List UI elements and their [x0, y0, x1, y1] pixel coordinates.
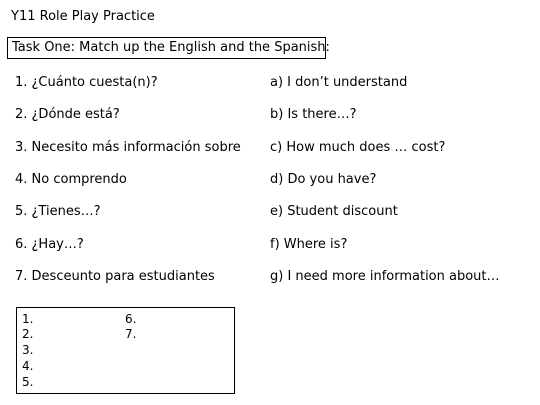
task-instruction: Task One: Match up the English and the Spanish: — [12, 40, 330, 55]
answer-number-5: 5. — [22, 375, 34, 389]
answer-number-7: 7. — [125, 327, 137, 341]
spanish-item-2: 2. ¿Dónde está? — [15, 107, 120, 122]
spanish-item-5: 5. ¿Tienes…? — [15, 204, 101, 219]
page-title: Y11 Role Play Practice — [11, 9, 155, 24]
answer-number-1: 1. — [22, 312, 34, 326]
answer-number-4: 4. — [22, 359, 34, 373]
answer-box[interactable] — [16, 307, 235, 394]
english-item-b: b) Is there…? — [270, 107, 357, 122]
task-instruction-box — [7, 37, 330, 59]
answer-number-2: 2. — [22, 327, 34, 341]
english-item-c: c) How much does … cost? — [270, 140, 446, 155]
english-item-g: g) I need more information about… — [270, 269, 500, 284]
english-item-f: f) Where is? — [270, 237, 348, 252]
spanish-item-1: 1. ¿Cuánto cuesta(n)? — [15, 75, 158, 90]
english-item-d: d) Do you have? — [270, 172, 377, 187]
spanish-item-6: 6. ¿Hay…? — [15, 237, 84, 252]
english-item-a: a) I don’t understand — [270, 75, 408, 90]
answer-number-6: 6. — [125, 312, 137, 326]
answer-number-3: 3. — [22, 343, 34, 357]
spanish-item-4: 4. No comprendo — [15, 172, 127, 187]
spanish-item-3: 3. Necesito más información sobre — [15, 140, 241, 155]
spanish-item-7: 7. Desceunto para estudiantes — [15, 269, 215, 284]
english-item-e: e) Student discount — [270, 204, 398, 219]
